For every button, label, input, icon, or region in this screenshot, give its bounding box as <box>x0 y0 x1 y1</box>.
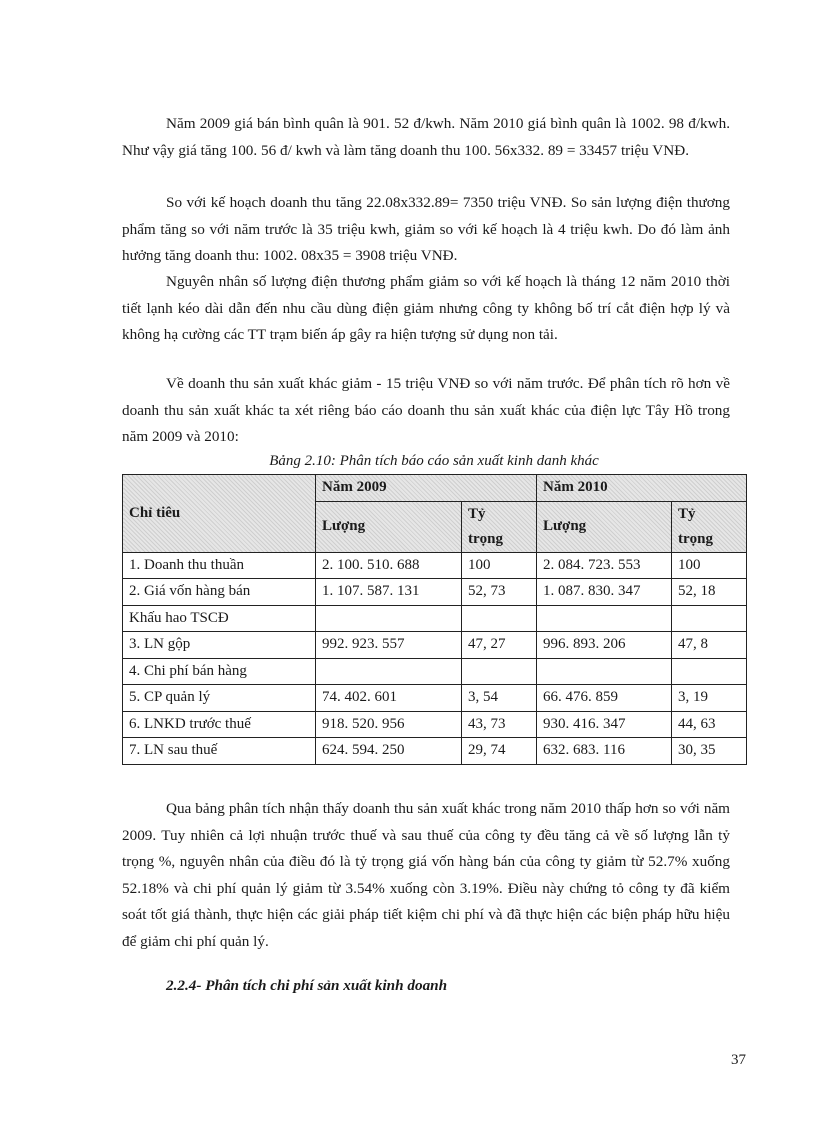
ratio-2009-cell: 52, 73 <box>462 579 537 606</box>
table-body <box>123 552 747 764</box>
amount-2010-cell: 2. 084. 723. 553 <box>537 552 672 579</box>
header-ratio-line2: trọng <box>678 530 714 547</box>
header-ratio-2009 <box>462 501 537 552</box>
ratio-2009-cell: 47, 27 <box>462 632 537 659</box>
header-ratio-2010 <box>672 501 747 552</box>
ratio-2010-cell: 30, 35 <box>672 738 747 765</box>
page-number: 37 <box>731 1052 746 1068</box>
ratio-2009-cell: 43, 73 <box>462 711 537 738</box>
table-row <box>123 632 747 659</box>
header-indicator <box>123 475 316 553</box>
business-report-table <box>122 474 747 765</box>
ratio-2009-cell: 3, 54 <box>462 685 537 712</box>
table-row <box>123 711 747 738</box>
table-row <box>123 552 747 579</box>
table-row <box>123 738 747 765</box>
header-amount-2009: Lượng <box>316 501 462 552</box>
ratio-2009-cell <box>462 605 537 632</box>
paragraph-other-revenue: Về doanh thu sản xuất khác giảm - 15 triệu VNĐ so với năm trước. Để phân tích rõ hơn về doanh thu sản xuất khác ta xét riêng báo cáo doanh thu sản xuất khác của điện lực Tây Hồ trong năm 2009 và 2010: <box>122 375 730 445</box>
amount-2010-cell <box>537 605 672 632</box>
amount-2009-cell: 74. 402. 601 <box>316 685 462 712</box>
header-amount-2010: Lượng <box>537 501 672 552</box>
row-label: 7. LN sau thuế <box>123 738 316 765</box>
amount-2009-cell: 1. 107. 587. 131 <box>316 579 462 606</box>
ratio-2009-cell: 29, 74 <box>462 738 537 765</box>
ratio-2009-cell: 100 <box>462 552 537 579</box>
row-label: 6. LNKD trước thuế <box>123 711 316 738</box>
table-caption: Bảng 2.10: Phân tích báo cáo sản xuất kinh danh khác <box>269 453 599 469</box>
ratio-2010-cell: 44, 63 <box>672 711 747 738</box>
amount-2009-cell <box>316 605 462 632</box>
ratio-2010-cell <box>672 658 747 685</box>
row-label: 4. Chi phí bán hàng <box>123 658 316 685</box>
amount-2009-cell: 992. 923. 557 <box>316 632 462 659</box>
amount-2009-cell <box>316 658 462 685</box>
amount-2009-cell: 918. 520. 956 <box>316 711 462 738</box>
row-label: 5. CP quản lý <box>123 685 316 712</box>
row-label: 1. Doanh thu thuần <box>123 552 316 579</box>
amount-2010-cell: 1. 087. 830. 347 <box>537 579 672 606</box>
header-ratio-line1: Tỷ <box>468 505 486 522</box>
header-indicator-label: Chỉ tiêu <box>129 505 181 521</box>
table-row <box>123 605 747 632</box>
section-heading: 2.2.4- Phân tích chi phí sản xuất kinh doanh <box>166 977 448 994</box>
ratio-2010-cell: 52, 18 <box>672 579 747 606</box>
header-year-2010: Năm 2010 <box>537 475 747 502</box>
table-row <box>123 658 747 685</box>
ratio-2010-cell <box>672 605 747 632</box>
paragraph-price-analysis: Năm 2009 giá bán bình quân là 901. 52 đ/kwh. Năm 2010 giá bình quân là 1002. 98 đ/kwh. Như vậy giá tăng 100. 56 đ/ kwh và làm tăng doanh thu 100. 56x332. 89 = 33457 triệu VNĐ. <box>122 115 730 159</box>
ratio-2010-cell: 3, 19 <box>672 685 747 712</box>
paragraph-plan-comparison: So với kế hoạch doanh thu tăng 22.08x332.89= 7350 triệu VNĐ. So sản lượng điện thương phẩm tăng so với năm trước là 35 triệu kwh, giảm so với kế hoạch là 4 triệu kwh. Do đó làm ảnh hưởng tăng doanh thu: 1002. 08x35 = 3908 triệu VNĐ. <box>122 194 730 264</box>
table-row <box>123 685 747 712</box>
paragraph-cause: Nguyên nhân số lượng điện thương phẩm giảm so với kế hoạch là tháng 12 năm 2010 thời tiết lạnh kéo dài dẫn đến nhu cầu dùng điện giảm nhưng công ty không bố trí cắt điện hợp lý và không hạ cường các TT trạm biến áp gây ra hiện tượng sử dụng non tải. <box>122 273 730 343</box>
header-ratio-line2: trọng <box>468 530 503 547</box>
header-year-2009: Năm 2009 <box>316 475 537 502</box>
row-label: Khấu hao TSCĐ <box>123 605 316 632</box>
amount-2010-cell <box>537 658 672 685</box>
ratio-2009-cell <box>462 658 537 685</box>
amount-2010-cell: 930. 416. 347 <box>537 711 672 738</box>
amount-2009-cell: 2. 100. 510. 688 <box>316 552 462 579</box>
table-row <box>123 579 747 606</box>
paragraph-conclusion: Qua bảng phân tích nhận thấy doanh thu sản xuất khác trong năm 2010 thấp hơn so với năm 2009. Tuy nhiên cả lợi nhuận trước thuế và sau thuế của công ty đều tăng cả về số lượng lẫn tỷ trọng %, nguyên nhân của điều đó là tỷ trọng giá vốn hàng bán của công ty giảm từ 52.7% xuống 52.18% và chi phí quản lý giảm từ 3.54% xuống còn 3.19%. Điều này chứng tỏ công ty đã kiểm soát tốt giá thành, thực hiện các giải pháp tiết kiệm chi phí và đã thực hiện các biện pháp hữu hiệu để giảm chi phí quản lý. <box>122 800 730 950</box>
ratio-2010-cell: 100 <box>672 552 747 579</box>
amount-2009-cell: 624. 594. 250 <box>316 738 462 765</box>
amount-2010-cell: 632. 683. 116 <box>537 738 672 765</box>
amount-2010-cell: 996. 893. 206 <box>537 632 672 659</box>
row-label: 2. Giá vốn hàng bán <box>123 579 316 606</box>
ratio-2010-cell: 47, 8 <box>672 632 747 659</box>
amount-2010-cell: 66. 476. 859 <box>537 685 672 712</box>
header-ratio-line1: Tỷ <box>678 505 696 522</box>
row-label: 3. LN gộp <box>123 632 316 659</box>
